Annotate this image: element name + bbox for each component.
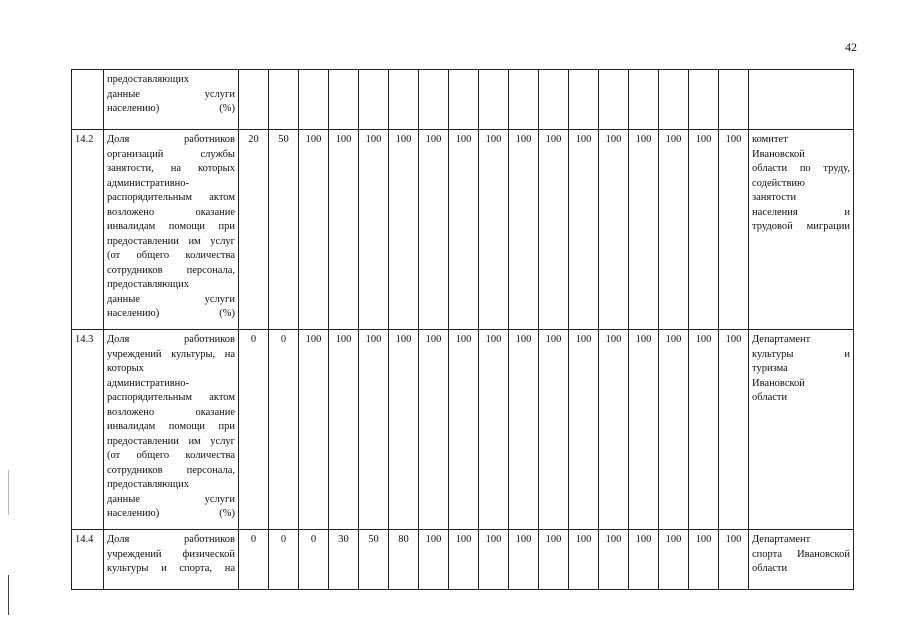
value-cell [599,70,629,130]
text-line: инвалидам помощи при [107,421,235,432]
text-line: предоставлении им услуг [107,235,235,247]
text-line: культуры и спорта, на [107,563,235,574]
responsible-body-cell [749,70,854,130]
value-cell: 100 [419,530,449,590]
value-cell: 0 [239,530,269,590]
value-cell: 100 [449,530,479,590]
text-line: (от общего количества [107,450,235,461]
value-cell: 100 [689,130,719,330]
value-cell [329,70,359,130]
text-line: Департамент [752,534,811,545]
value-cell [269,70,299,130]
text-line: предоставлении им услуг [107,435,235,447]
value-cell: 100 [329,130,359,330]
text-line: учреждений физической [107,548,235,560]
value-cell: 0 [299,530,329,590]
value-cell: 100 [539,130,569,330]
text-line: занятости, на которых [107,163,235,174]
text-line: которых [107,363,144,374]
value-cell: 50 [359,530,389,590]
text-line: организаций службы [107,148,235,160]
value-cell: 100 [659,330,689,530]
value-cell: 100 [719,330,749,530]
text-line: распорядительным актом [107,392,235,403]
scan-edge-mark [8,470,9,515]
text-line: содействию [752,177,805,189]
text-line: административно- [107,177,190,189]
value-cell: 100 [509,530,539,590]
value-cell: 100 [509,130,539,330]
value-cell [569,70,599,130]
text-line: населению) (%) [107,308,235,319]
text-line: возложено оказание [107,406,235,418]
text-line: предоставляющих [107,479,189,490]
text-line: области [752,392,788,403]
value-cell [629,70,659,130]
value-cell: 100 [299,330,329,530]
value-cell: 100 [449,330,479,530]
text-line: Ивановской [752,148,805,160]
value-cell [659,70,689,130]
value-cell: 100 [629,530,659,590]
responsible-body-cell [749,330,854,530]
table-row [72,130,854,330]
value-cell: 20 [239,130,269,330]
value-cell [389,70,419,130]
value-cell: 100 [539,330,569,530]
value-cell: 100 [629,330,659,530]
value-cell [509,70,539,130]
text-line: сотрудников персонала, [107,264,235,276]
text-line: Департамент [752,334,811,345]
text-line: учреждений культуры, на [107,348,235,360]
value-cell: 100 [599,130,629,330]
text-line: предоставляющих [107,279,189,290]
row-number-cell: 14.4 [72,530,104,590]
table-row [72,530,854,590]
value-cell: 100 [569,530,599,590]
value-cell: 100 [659,130,689,330]
text-line: населению) (%) [107,103,235,114]
row-number-cell: 14.3 [72,330,104,530]
text-line: Ивановской [752,377,805,389]
page-number: 42 [845,40,857,54]
value-cell: 100 [689,330,719,530]
indicator-description-cell [104,130,239,330]
text-line: предоставляющих [107,74,189,85]
text-line: административно- [107,377,190,389]
text-line: трудовой миграции [752,221,850,232]
value-cell: 100 [359,330,389,530]
text-line: населению) (%) [107,508,235,519]
value-cell [719,70,749,130]
value-cell: 30 [329,530,359,590]
value-cell: 100 [389,330,419,530]
value-cell: 100 [419,130,449,330]
value-cell: 100 [599,530,629,590]
value-cell [539,70,569,130]
row-number-cell: 14.2 [72,130,104,330]
text-line: туризма [752,363,788,374]
value-cell: 100 [539,530,569,590]
value-cell [299,70,329,130]
value-cell [239,70,269,130]
value-cell: 100 [389,130,419,330]
value-cell: 100 [629,130,659,330]
text-line: населения и [752,206,850,218]
text-line: данные услуги [107,88,235,100]
indicator-description-cell [104,70,239,130]
text-line: Доля работников [107,534,235,545]
scan-edge-mark [8,575,9,615]
value-cell: 100 [689,530,719,590]
table-row [72,70,854,130]
value-cell: 100 [659,530,689,590]
text-line: распорядительным актом [107,192,235,203]
text-line: занятости [752,192,797,203]
indicators-table [71,69,854,590]
value-cell: 0 [269,530,299,590]
value-cell: 100 [299,130,329,330]
value-cell: 100 [479,530,509,590]
text-line: спорта Ивановской [752,548,850,560]
text-line: возложено оказание [107,206,235,218]
text-line: данные услуги [107,493,235,505]
value-cell: 100 [359,130,389,330]
value-cell: 100 [479,330,509,530]
responsible-body-cell [749,130,854,330]
table-row [72,330,854,530]
value-cell: 100 [569,330,599,530]
value-cell [479,70,509,130]
text-line: Доля работников [107,334,235,345]
value-cell [419,70,449,130]
value-cell: 100 [569,130,599,330]
value-cell [359,70,389,130]
text-line: области по труду, [752,163,850,174]
text-line: инвалидам помощи при [107,221,235,232]
value-cell: 0 [269,330,299,530]
value-cell: 0 [239,330,269,530]
value-cell: 100 [419,330,449,530]
value-cell: 100 [599,330,629,530]
indicator-description-cell [104,330,239,530]
value-cell: 100 [719,530,749,590]
indicator-description-cell [104,530,239,590]
value-cell: 100 [479,130,509,330]
value-cell: 100 [509,330,539,530]
value-cell: 100 [719,130,749,330]
value-cell: 100 [449,130,479,330]
text-line: комитет [752,134,788,145]
text-line: области [752,563,788,574]
text-line: культуры и [752,348,850,360]
value-cell [449,70,479,130]
value-cell: 80 [389,530,419,590]
row-number-cell [72,70,104,130]
value-cell: 50 [269,130,299,330]
text-line: Доля работников [107,134,235,145]
responsible-body-cell [749,530,854,590]
value-cell: 100 [329,330,359,530]
text-line: сотрудников персонала, [107,464,235,476]
text-line: данные услуги [107,293,235,305]
value-cell [689,70,719,130]
text-line: (от общего количества [107,250,235,261]
